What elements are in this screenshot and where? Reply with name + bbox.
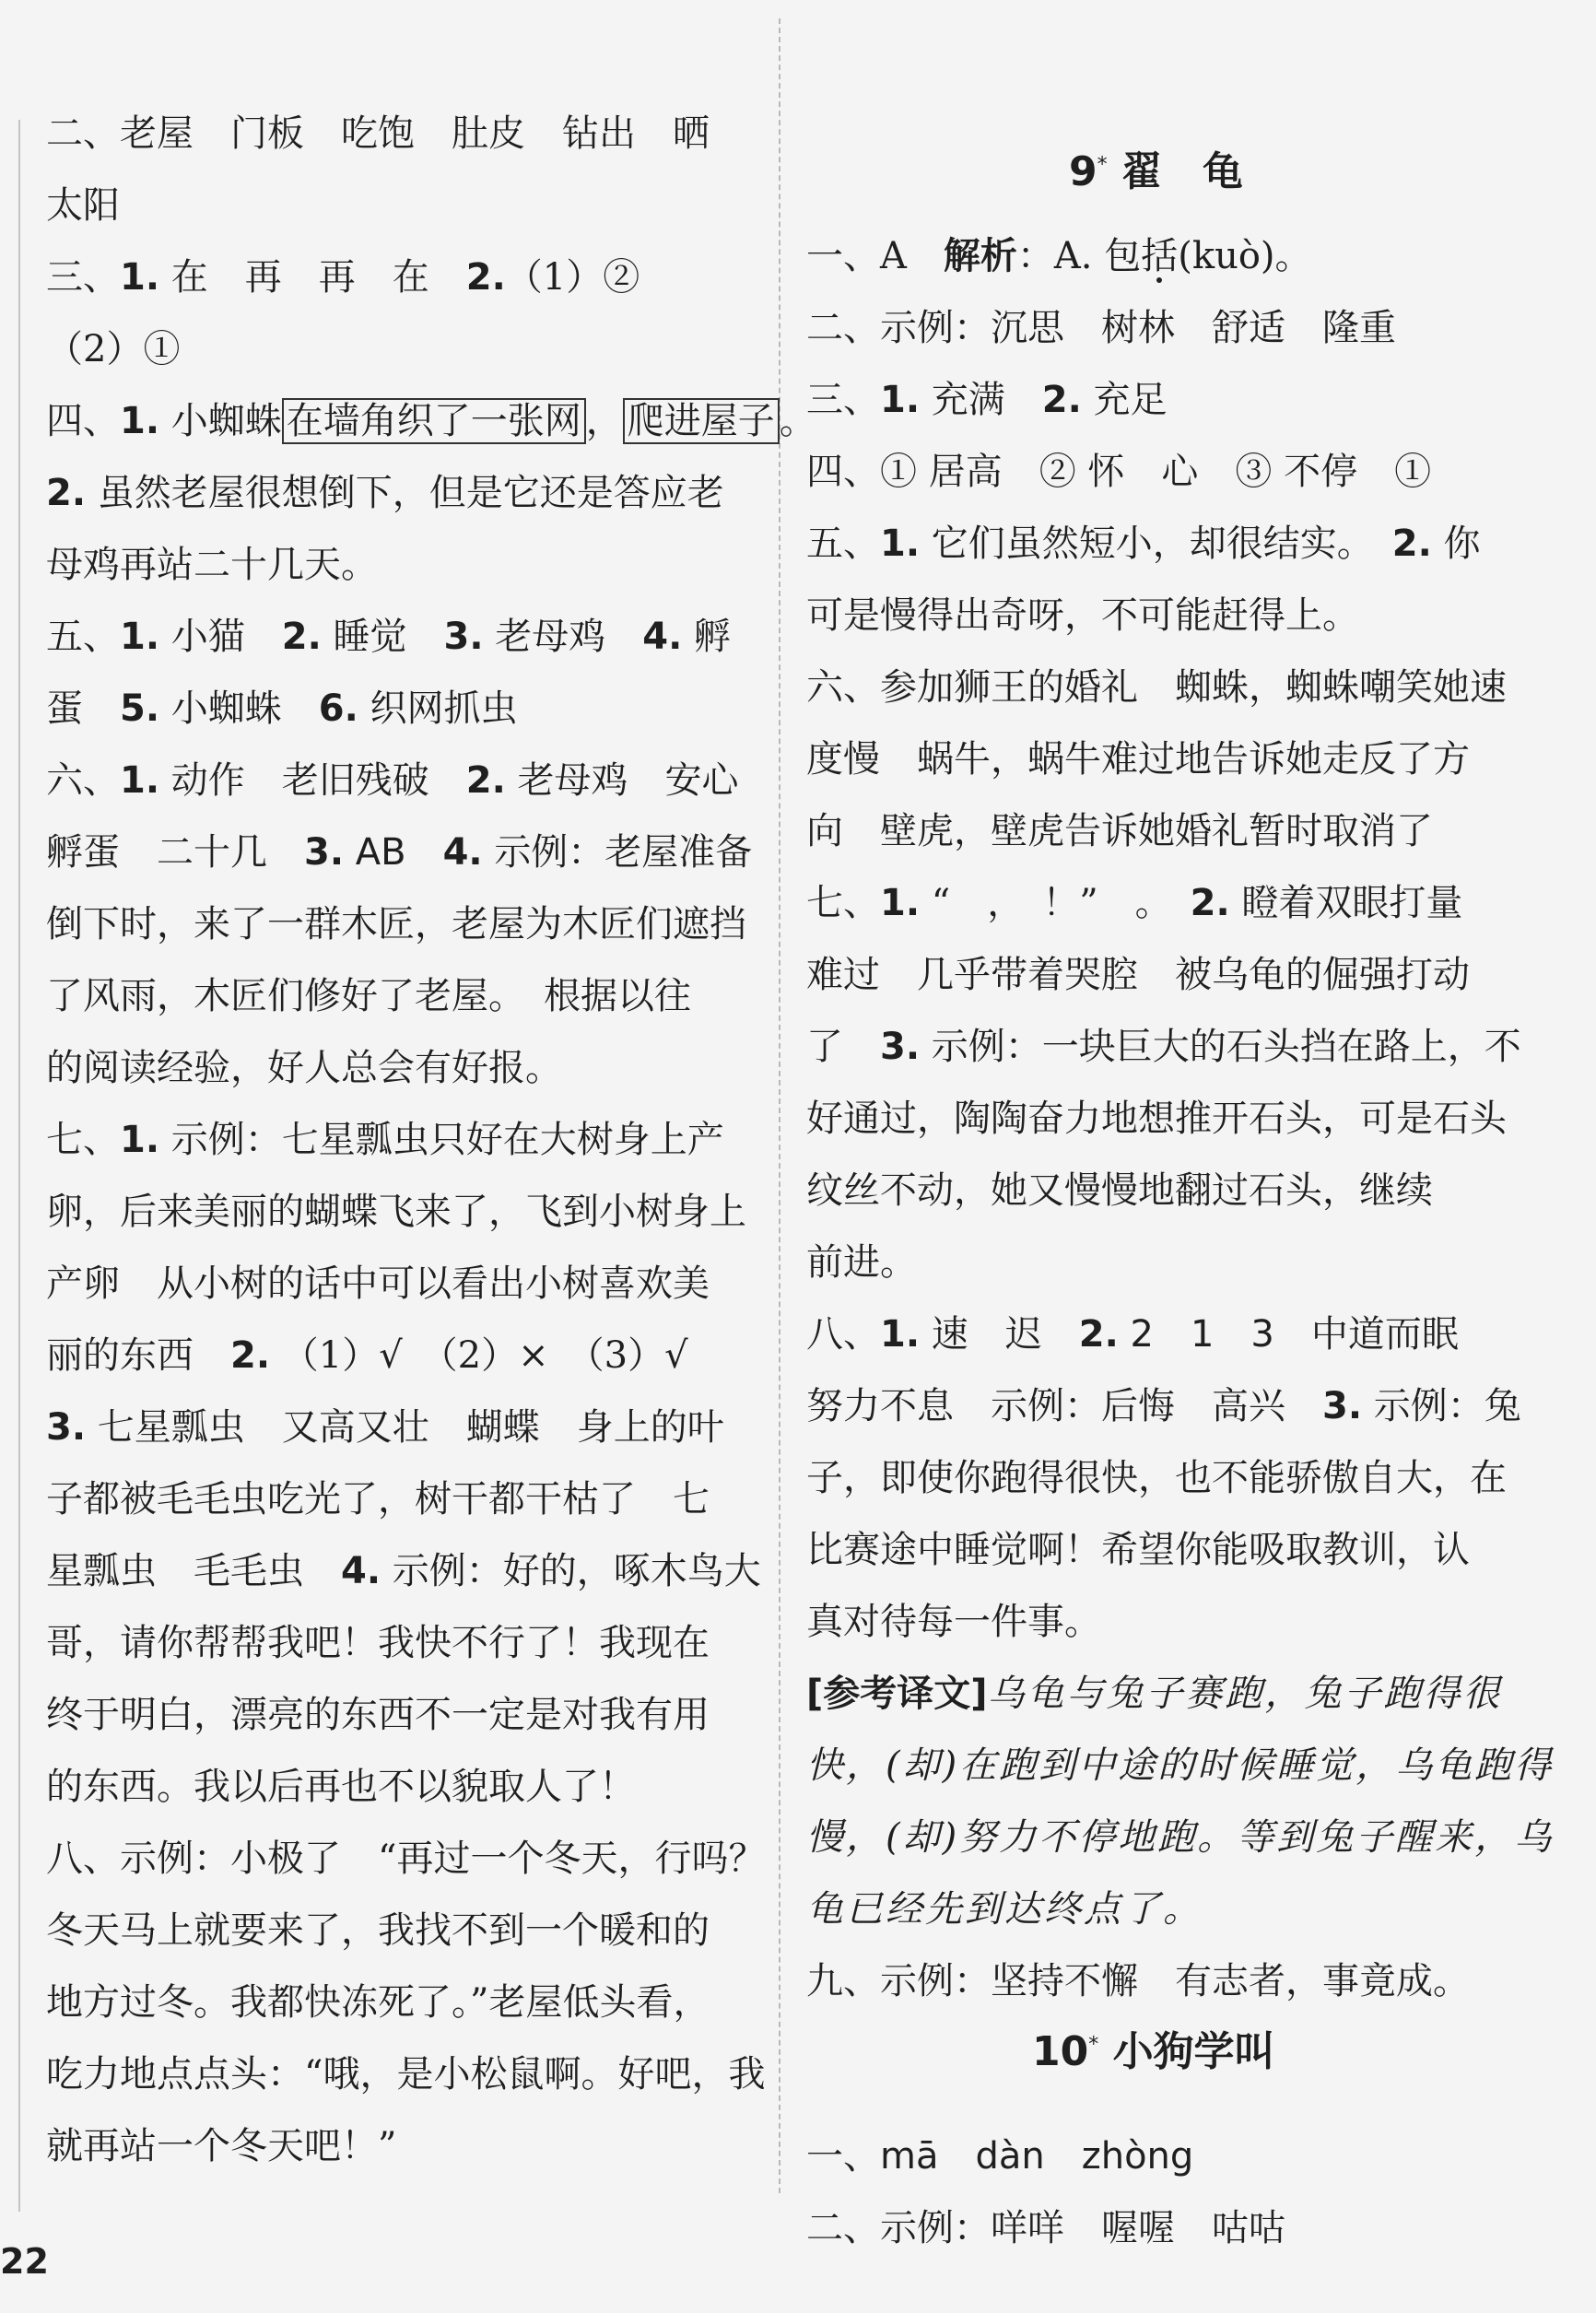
answer-line: 一、mā dàn zhòng xyxy=(806,2135,1194,2178)
page-number: 22 xyxy=(0,2241,49,2282)
answer-line: 八、示例：小极了 “再过一个冬天，行吗？ xyxy=(46,1837,766,1880)
answer-line: 子，即使你跑得很快，也不能骄傲自大，在 xyxy=(806,1457,1507,1499)
answer-line: 卵，后来美丽的蝴蝶飞来了，飞到小树身上 xyxy=(46,1191,746,1233)
answer-line: 二、老屋 门板 吃饱 肚皮 钻出 晒 xyxy=(46,112,710,155)
reference-translation-label: [参考译文] xyxy=(806,1673,988,1715)
emphasis-dot-char: 括 xyxy=(1141,235,1179,277)
answer-line: 母鸡再站二十几天。 xyxy=(46,544,378,586)
answer-line: 六、参加狮王的婚礼 蜘蛛，蜘蛛嘲笑她速 xyxy=(806,666,1507,709)
answer-line: 真对待每一件事。 xyxy=(806,1601,1101,1643)
boxed-phrase: 爬进屋子 xyxy=(623,398,780,444)
answer-line: 倒下时，来了一群木匠，老屋为木匠们遮挡 xyxy=(46,903,746,945)
answer-line: 冬天马上就要来了，我找不到一个暖和的 xyxy=(46,1909,710,1952)
lesson-9-title: 9* 翟 龟 xyxy=(1069,148,1243,195)
answer-line: 2. 虽然老屋很想倒下，但是它还是答应老 xyxy=(46,472,724,514)
answer-line: 努力不息 示例：后悔 高兴 3. 示例：兔 xyxy=(806,1385,1521,1427)
answer-line: 蛋 5. 小蜘蛛 6. 织网抓虫 xyxy=(46,687,518,730)
answer-line: 五、1. 小猫 2. 睡觉 3. 老母鸡 4. 孵 xyxy=(46,616,731,658)
answer-line: 星瓢虫 毛毛虫 4. 示例：好的，啄木鸟大 xyxy=(46,1550,761,1592)
answer-line: 一、A 解析：A. 包括(kuò)。 xyxy=(806,235,1312,277)
lesson-10-title: 10* 小狗学叫 xyxy=(1032,2028,1275,2075)
answer-line: 的东西。我以后再也不以貌取人了！ xyxy=(46,1766,636,1808)
answer-line: 终于明白，漂亮的东西不一定是对我有用 xyxy=(46,1694,710,1736)
answer-line: 前进。 xyxy=(806,1241,917,1284)
answer-line: 七、1. “ ， ！” 。 2. 瞪着双眼打量 xyxy=(806,882,1463,924)
answer-line: 五、1. 它们虽然短小，却很结实。 2. 你 xyxy=(806,522,1481,565)
left-margin-line xyxy=(18,120,20,2212)
reference-translation-line: 慢，(却)努力不停地跑。等到兔子醒来，乌 xyxy=(806,1816,1555,1859)
answer-line: （2）① xyxy=(46,328,181,370)
answer-line: 了风雨，木匠们修好了老屋。 根据以往 xyxy=(46,975,691,1017)
answer-line: 向 壁虎，壁虎告诉她婚礼暂时取消了 xyxy=(806,810,1433,852)
answer-line: 丽的东西 2. （1）√ （2）× （3）√ xyxy=(46,1334,688,1377)
answer-line: 六、1. 动作 老旧残破 2. 老母鸡 安心 xyxy=(46,759,739,802)
answer-line: 产卵 从小树的话中可以看出小树喜欢美 xyxy=(46,1262,710,1305)
answer-line: 子都被毛毛虫吃光了，树干都干枯了 七 xyxy=(46,1478,710,1520)
answer-line: 哥，请你帮帮我吧！我快不行了！我现在 xyxy=(46,1622,710,1664)
answer-line: 3. 七星瓢虫 又高又壮 蝴蝶 身上的叶 xyxy=(46,1406,724,1449)
answer-line: 八、1. 速 迟 2. 2 1 3 中道而眠 xyxy=(806,1313,1459,1356)
answer-line: 九、示例：坚持不懈 有志者，事竟成。 xyxy=(806,1960,1470,2002)
answer-line: 度慢 蜗牛，蜗牛难过地告诉她走反了方 xyxy=(806,738,1470,781)
boxed-phrase: 在墙角织了一张网 xyxy=(282,398,586,444)
answer-line: 四、① 居高 ② 怀 心 ③ 不停 ① xyxy=(806,451,1432,493)
answer-line: 的阅读经验，好人总会有好报。 xyxy=(46,1047,562,1089)
reference-translation-line: 龟已经先到达终点了。 xyxy=(806,1888,1203,1931)
answer-line: 就再站一个冬天吧！” xyxy=(46,2125,397,2167)
column-divider xyxy=(779,18,780,2193)
answer-line: 了 3. 示例：一块巨大的石头挡在路上，不 xyxy=(806,1026,1521,1068)
answer-line: 比赛途中睡觉啊！希望你能吸取教训，认 xyxy=(806,1529,1470,1571)
answer-line: 难过 几乎带着哭腔 被乌龟的倔强打动 xyxy=(806,954,1470,996)
answer-line: 孵蛋 二十几 3. AB 4. 示例：老屋准备 xyxy=(46,831,753,874)
answer-line: 四、1. 小蜘蛛 在墙角织了一张网 ， 爬进屋子 。 xyxy=(46,400,816,442)
answer-line: 可是慢得出奇呀，不可能赶得上。 xyxy=(806,594,1359,637)
answer-line: 纹丝不动，她又慢慢地翻过石头，继续 xyxy=(806,1169,1433,1212)
answer-line: 太阳 xyxy=(46,184,120,227)
answer-line: 二、示例：沉思 树林 舒适 隆重 xyxy=(806,307,1396,349)
reference-translation-line: 快，(却)在跑到中途的时候睡觉，乌龟跑得 xyxy=(806,1744,1555,1787)
answer-line: 二、示例：咩咩 喔喔 咕咕 xyxy=(806,2207,1285,2249)
answer-line: 七、1. 示例：七星瓢虫只好在大树身上产 xyxy=(46,1119,724,1161)
answer-line: 三、1. 在 再 再 在 2.（1）② xyxy=(46,256,640,299)
reference-translation-line: [参考译文]乌龟与兔子赛跑，兔子跑得很 xyxy=(806,1673,1503,1715)
answer-line: 三、1. 充满 2. 充足 xyxy=(806,379,1168,421)
answer-line: 地方过冬。我都快冻死了。”老屋低头看， xyxy=(46,1981,710,2024)
answer-line: 吃力地点点头：“哦，是小松鼠啊。好吧，我 xyxy=(46,2053,766,2096)
answer-line: 好通过，陶陶奋力地想推开石头，可是石头 xyxy=(806,1098,1507,1140)
